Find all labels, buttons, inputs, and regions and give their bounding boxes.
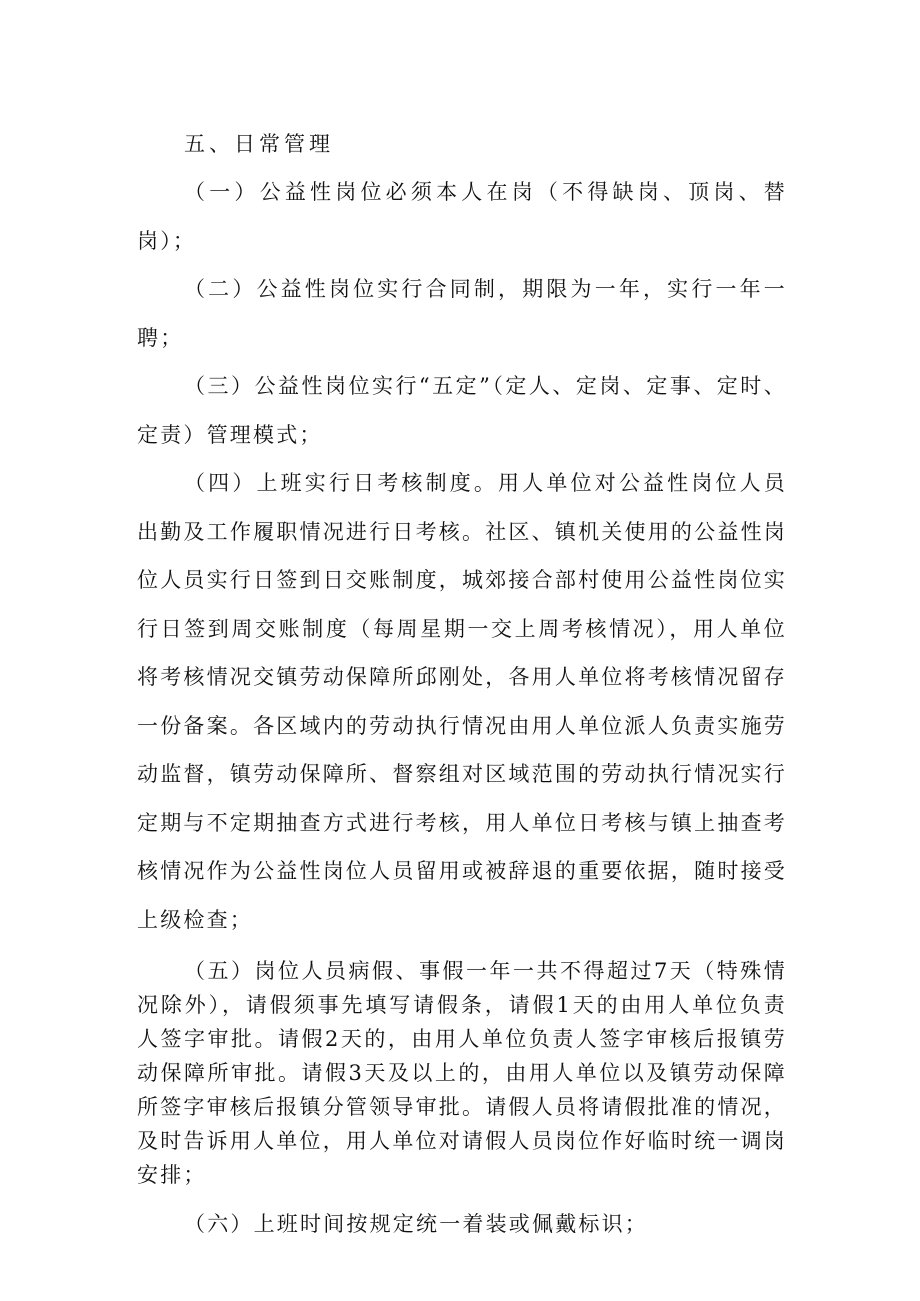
- paragraph-item-5: （五）岗位人员病假、事假一年一共不得超过7天（特殊情况除外），请假须事先填写请假条，请假1天的由用人单位负责人签字审批。请假2天的，由用人单位负责人签字审核后报镇劳动保障所审批。请假3天及以上的，由用人单位以及镇劳动保障所签字审核后报镇分管领导审批。请假人员将请假批准的情况，及时告诉用人单位，用人单位对请假人员岗位作好临时统一调岗安排；: [137, 959, 787, 1187]
- paragraph-item-2: （二）公益性岗位实行合同制，期限为一年，实行一年一聘；: [137, 277, 787, 350]
- paragraph-item-4: （四）上班实行日考核制度。用人单位对公益性岗位人员出勤及工作履职情况进行日考核。社区、镇机关使用的公益性岗位人员实行日签到日交账制度，城郊接合部村使用公益性岗位实行日签到周交账制度（每周星期一交上周考核情况），用人单位将考核情况交镇劳动保障所邱刚处，各用人单位将考核情况留存一份备案。各区域内的劳动执行情况由用人单位派人负责实施劳动监督，镇劳动保障所、督察组对区域范围的劳动执行情况实行定期与不定期抽查方式进行考核，用人单位日考核与镇上抽查考核情况作为公益性岗位人员留用或被辞退的重要依据，随时接受上级检查；: [137, 471, 787, 932]
- paragraph-item-1: （一）公益性岗位必须本人在岗（不得缺岗、顶岗、替岗）；: [137, 180, 787, 253]
- paragraph-item-3: （三）公益性岗位实行“五定”（定人、定岗、定事、定时、定责）管理模式；: [137, 374, 787, 447]
- section-heading: 五、日常管理: [184, 132, 334, 156]
- paragraph-item-6: （六）上班时间按规定统一着装或佩戴标识；: [184, 1212, 648, 1236]
- document-body: [137, 120, 787, 1248]
